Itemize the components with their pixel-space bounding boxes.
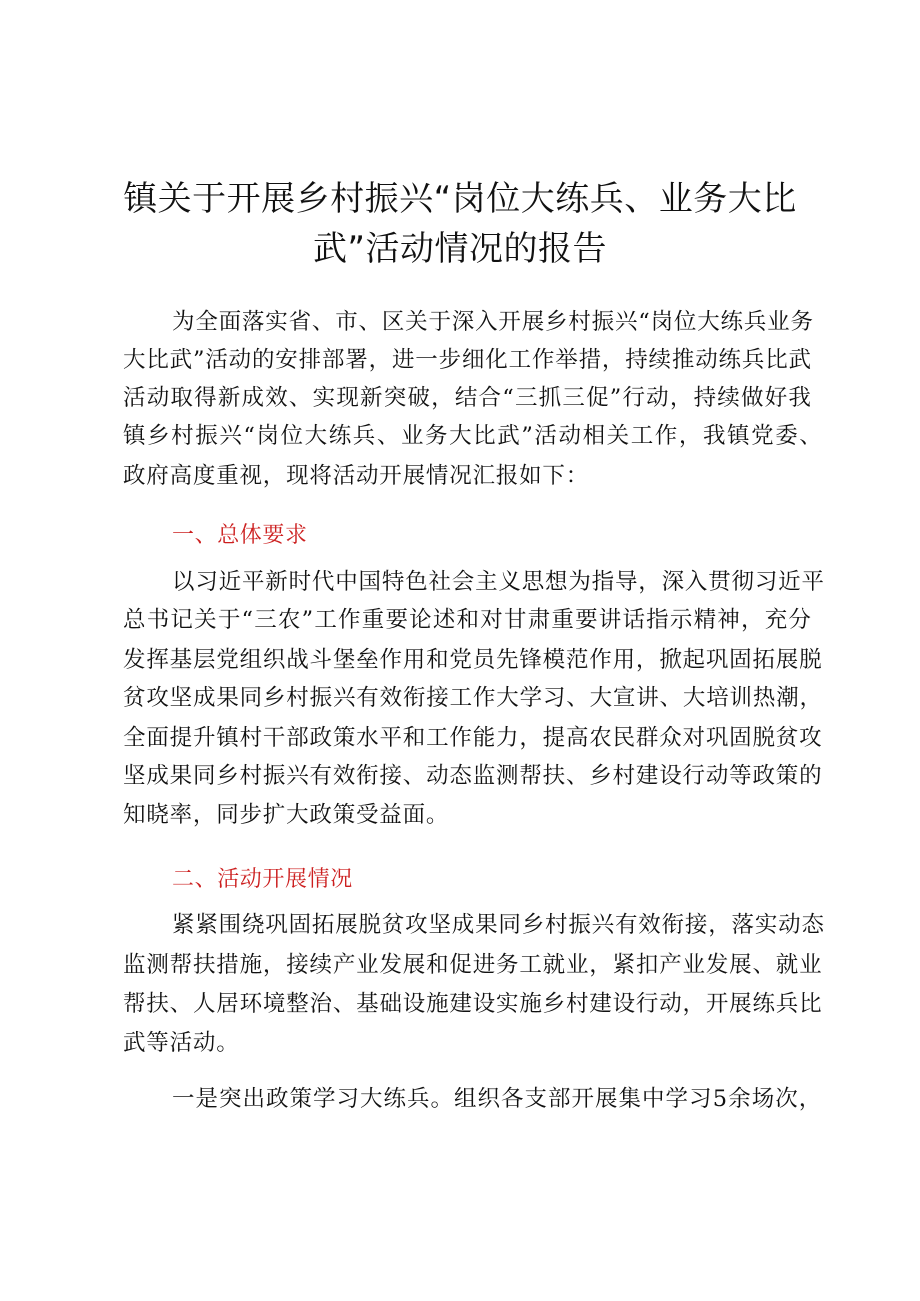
intro-line-5: 政府高度重视，现将活动开展情况汇报如下： — [123, 463, 590, 489]
section-1-line-4: 贫 攻 坚 成 果 同 乡 村 振 兴 有 效 衔 接 工 作 大 学 习 、 大 宣 讲 、 大 培 训 热 潮 ， — [123, 685, 823, 711]
document-title-line-1: 镇关于开展乡村振兴“岗位大练兵、业务大比 — [123, 179, 797, 219]
section-2-line-4: 武等活动。 — [123, 1030, 240, 1056]
intro-line-1: 为 全 面 落 实 省 、 市 、 区 关 于 深 入 开 展 乡 村 振 兴 “ 岗 位 大 练 兵 业 务 — [172, 309, 814, 335]
section-2-line-1: 紧 紧 围 绕 巩 固 拓 展 脱 贫 攻 坚 成 果 同 乡 村 振 兴 有 效 衔 接 ， 落 实 动 态 — [172, 912, 825, 938]
section-1-line-7: 知晓率，同步扩大政策受益面。 — [123, 802, 450, 828]
section-1-heading: 一、总体要求 — [172, 523, 308, 548]
section-1-line-2: 总 书 记 关 于 “ 三 农 ” 工 作 重 要 论 述 和 对 甘 肃 重 要 讲 话 指 示 精 神 ， 充 分 — [123, 607, 812, 633]
section-1-line-5: 全 面 提 升 镇 村 干 部 政 策 水 平 和 工 作 能 力 ， 提 高 农 民 群 众 对 巩 固 脱 贫 攻 — [123, 725, 823, 751]
section-1-line-6: 坚 成 果 同 乡 村 振 兴 有 效 衔 接 、 动 态 监 测 帮 扶 、 乡 村 建 设 行 动 等 政 策 的 — [123, 763, 823, 789]
section-2-heading: 二、活动开展情况 — [172, 867, 353, 892]
section-2-line-2: 监 测 帮 扶 措 施 ， 接 续 产 业 发 展 和 促 进 务 工 就 业 ， 紧 扣 产 业 发 展 、 就 业 — [123, 952, 823, 978]
section-1-line-3: 发 挥 基 层 党 组 织 战 斗 堡 垒 作 用 和 党 员 先 锋 模 范 作 用 ， 掀 起 巩 固 拓 展 脱 — [123, 647, 823, 673]
section-2-point-1: 一 是 突 出 政 策 学 习 大 练 兵 。 组 织 各 支 部 开 展 集 中 学 习 5 余 场 次 ， — [172, 1086, 822, 1112]
document-title-line-2: 武”活动情况的报告 — [312, 229, 608, 269]
intro-line-2: 大 比 武 ” 活 动 的 安 排 部 署 ， 进 一 步 细 化 工 作 举 措 ， 持 续 推 动 练 兵 比 武 — [123, 347, 812, 373]
section-1-line-1: 以 习 近 平 新 时 代 中 国 特 色 社 会 主 义 思 想 为 指 导 ， 深 入 贯 彻 习 近 平 — [172, 569, 825, 595]
section-2-line-3: 帮 扶 、 人 居 环 境 整 治 、 基 础 设 施 建 设 实 施 乡 村 建 设 行 动 ， 开 展 练 兵 比 — [123, 991, 823, 1017]
intro-line-3: 活 动 取 得 新 成 效 、 实 现 新 突 破 ， 结 合 “ 三 抓 三 促 ” 行 动 ， 持 续 做 好 我 — [123, 385, 812, 411]
intro-line-4: 镇 乡 村 振 兴 “ 岗 位 大 练 兵 、 业 务 大 比 武 ” 活 动 相 关 工 作 ， 我 镇 党 委 、 — [123, 423, 823, 449]
